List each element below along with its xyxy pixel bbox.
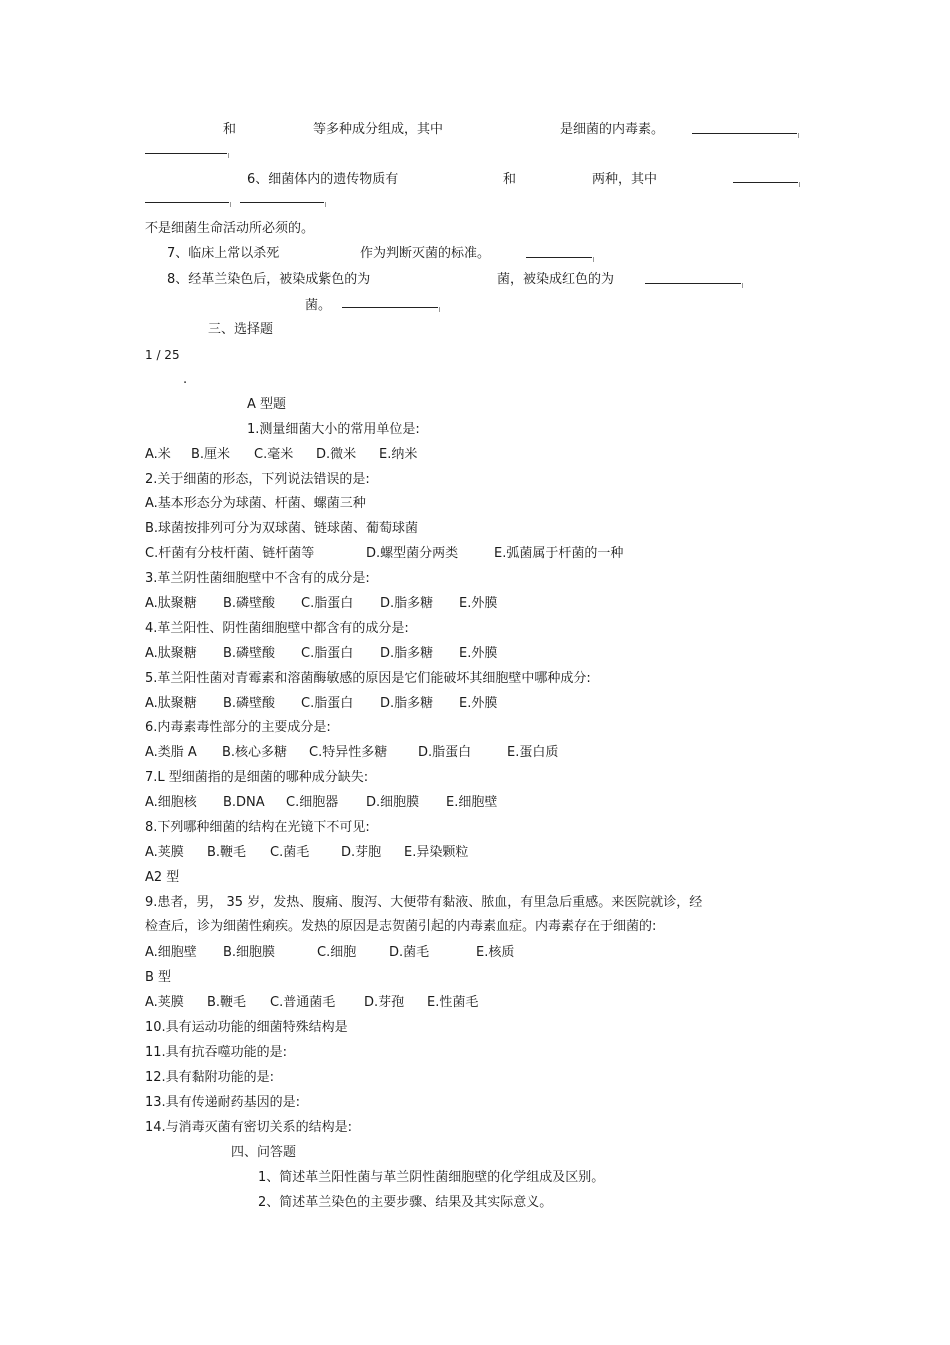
q2-option-a[interactable]: A.基本形态分为球菌、杆菌、螺菌三种: [145, 496, 366, 511]
page-separator-dot: .: [183, 372, 188, 387]
question-4: 4.革兰阳性、阴性菌细胞壁中都含有的成分是:: [145, 621, 409, 636]
q4-option-e[interactable]: E.外膜: [459, 646, 498, 661]
page-number: 1 / 25: [145, 348, 180, 362]
q5-option-b[interactable]: B.磷壁酸: [223, 696, 276, 711]
answer-blank[interactable]: [733, 182, 798, 183]
b-type-heading: B 型: [145, 970, 172, 985]
question-6: 6.内毒素毒性部分的主要成分是:: [145, 720, 331, 735]
q6-option-c[interactable]: C.特异性多糖: [309, 745, 388, 760]
question-7: 7.L 型细菌指的是细菌的哪种成分缺失:: [145, 770, 369, 785]
q9-option-a[interactable]: A.细胞壁: [145, 945, 197, 960]
q4-option-a[interactable]: A.肽聚糖: [145, 646, 197, 661]
q5-option-d[interactable]: D.脂多糖: [380, 696, 434, 711]
question-10: 10.具有运动功能的细菌特殊结构是: [145, 1020, 348, 1035]
q9-option-e[interactable]: E.核质: [476, 945, 515, 960]
q9-option-b[interactable]: B.细胞膜: [223, 945, 276, 960]
b-option-d[interactable]: D.芽孢: [364, 995, 405, 1010]
q2-option-e[interactable]: E.弧菌属于杆菌的一种: [494, 546, 624, 561]
q6-option-a[interactable]: A.类脂 A: [145, 745, 197, 760]
answer-blank[interactable]: [145, 202, 229, 203]
q4-option-c[interactable]: C.脂蛋白: [301, 646, 354, 661]
q3-option-d[interactable]: D.脂多糖: [380, 596, 434, 611]
fill-q6-cont: 不是细菌生命活动所必须的。: [145, 221, 315, 236]
question-1: 1.测量细菌大小的常用单位是:: [247, 422, 420, 437]
question-11: 11.具有抗吞噬功能的是:: [145, 1045, 288, 1060]
q2-option-b[interactable]: B.球菌按排列可分为双球菌、链球菌、葡萄球菌: [145, 521, 419, 536]
question-9-line-2: 检查后，诊为细菌性痢疾。发热的原因是志贺菌引起的内毒素血症。内毒素存在于细菌的:: [145, 919, 657, 934]
q3-option-c[interactable]: C.脂蛋白: [301, 596, 354, 611]
q1-option-c[interactable]: C.毫米: [254, 447, 294, 462]
a-type-heading: A 型题: [247, 397, 287, 412]
q7-option-a[interactable]: A.细胞核: [145, 795, 197, 810]
q1-option-e[interactable]: E.纳米: [379, 447, 418, 462]
q1-option-a[interactable]: A.米: [145, 447, 171, 462]
question-14: 14.与消毒灭菌有密切关系的结构是:: [145, 1120, 353, 1135]
q9-option-c[interactable]: C.细胞: [317, 945, 357, 960]
q4-option-d[interactable]: D.脂多糖: [380, 646, 434, 661]
q7-option-b[interactable]: B.DNA: [223, 795, 265, 810]
q7-option-c[interactable]: C.细胞器: [286, 795, 339, 810]
q6-option-d[interactable]: D.脂蛋白: [418, 745, 472, 760]
q1-option-b[interactable]: B.厘米: [191, 447, 231, 462]
q1-option-d[interactable]: D.微米: [316, 447, 357, 462]
q9-option-d[interactable]: D.菌毛: [389, 945, 430, 960]
qa-question-2: 2、简述革兰染色的主要步骤、结果及其实际意义。: [258, 1195, 553, 1210]
q6-option-e[interactable]: E.蛋白质: [507, 745, 559, 760]
fill-q8-mid: 菌，被染成红色的为: [497, 272, 615, 287]
fill-q6-text: 6、细菌体内的遗传物质有: [247, 172, 399, 187]
q2-option-d[interactable]: D.螺型菌分两类: [366, 546, 459, 561]
answer-blank[interactable]: [645, 283, 741, 284]
q8-option-d[interactable]: D.芽胞: [341, 845, 382, 860]
q5-he-text: 和: [223, 122, 237, 137]
answer-blank[interactable]: [240, 202, 324, 203]
q4-option-b[interactable]: B.磷壁酸: [223, 646, 276, 661]
q6-option-b[interactable]: B.核心多糖: [222, 745, 288, 760]
q7-option-d[interactable]: D.细胞膜: [366, 795, 420, 810]
section-title-qa: 四、问答题: [231, 1145, 297, 1160]
q3-option-e[interactable]: E.外膜: [459, 596, 498, 611]
q5-option-a[interactable]: A.肽聚糖: [145, 696, 197, 711]
q8-option-c[interactable]: C.菌毛: [270, 845, 310, 860]
answer-blank[interactable]: [145, 153, 227, 154]
answer-blank[interactable]: [526, 257, 592, 258]
b-option-a[interactable]: A.荚膜: [145, 995, 184, 1010]
question-3: 3.革兰阴性菌细胞壁中不含有的成分是:: [145, 571, 370, 586]
b-option-e[interactable]: E.性菌毛: [427, 995, 479, 1010]
q5-endotoxin-text: 是细菌的内毒素。: [560, 122, 665, 137]
fill-q8-text: 8、经革兰染色后，被染成紫色的为: [167, 272, 371, 287]
q8-option-b[interactable]: B.鞭毛: [207, 845, 247, 860]
section-title-choice: 三、选择题: [208, 322, 274, 337]
question-13: 13.具有传递耐药基因的是:: [145, 1095, 301, 1110]
q8-option-a[interactable]: A.荚膜: [145, 845, 184, 860]
answer-blank[interactable]: [692, 133, 797, 134]
answer-blank[interactable]: [342, 307, 438, 308]
question-8: 8.下列哪种细菌的结构在光镜下不可见:: [145, 820, 370, 835]
question-2: 2.关于细菌的形态，下列说法错误的是:: [145, 472, 370, 487]
fill-q6-two: 两种，其中: [592, 172, 658, 187]
fill-q7-rest: 作为判断灭菌的标准。: [360, 246, 491, 261]
q3-option-a[interactable]: A.肽聚糖: [145, 596, 197, 611]
fill-q6-he: 和: [503, 172, 517, 187]
q8-option-e[interactable]: E.异染颗粒: [404, 845, 469, 860]
question-12: 12.具有黏附功能的是:: [145, 1070, 275, 1085]
qa-question-1: 1、简述革兰阳性菌与革兰阴性菌细胞壁的化学组成及区别。: [258, 1170, 605, 1185]
question-9-line-1: 9.患者，男， 35 岁，发热、腹痛、腹泻、大便带有黏液、脓血，有里急后重感。来医院就诊，经: [145, 895, 703, 910]
q5-option-e[interactable]: E.外膜: [459, 696, 498, 711]
q3-option-b[interactable]: B.磷壁酸: [223, 596, 276, 611]
q5-option-c[interactable]: C.脂蛋白: [301, 696, 354, 711]
fill-q7-text: 7、临床上常以杀死: [167, 246, 280, 261]
b-option-b[interactable]: B.鞭毛: [207, 995, 247, 1010]
question-5: 5.革兰阳性菌对青霉素和溶菌酶敏感的原因是它们能破坏其细胞壁中哪种成分:: [145, 671, 591, 686]
q7-option-e[interactable]: E.细胞壁: [446, 795, 498, 810]
q2-option-c[interactable]: C.杆菌有分枝杆菌、链杆菌等: [145, 546, 315, 561]
a2-type-heading: A2 型: [145, 870, 180, 885]
b-option-c[interactable]: C.普通菌毛: [270, 995, 336, 1010]
q5-components-text: 等多种成分组成，其中: [313, 122, 444, 137]
fill-q8-end: 菌。: [305, 298, 332, 313]
